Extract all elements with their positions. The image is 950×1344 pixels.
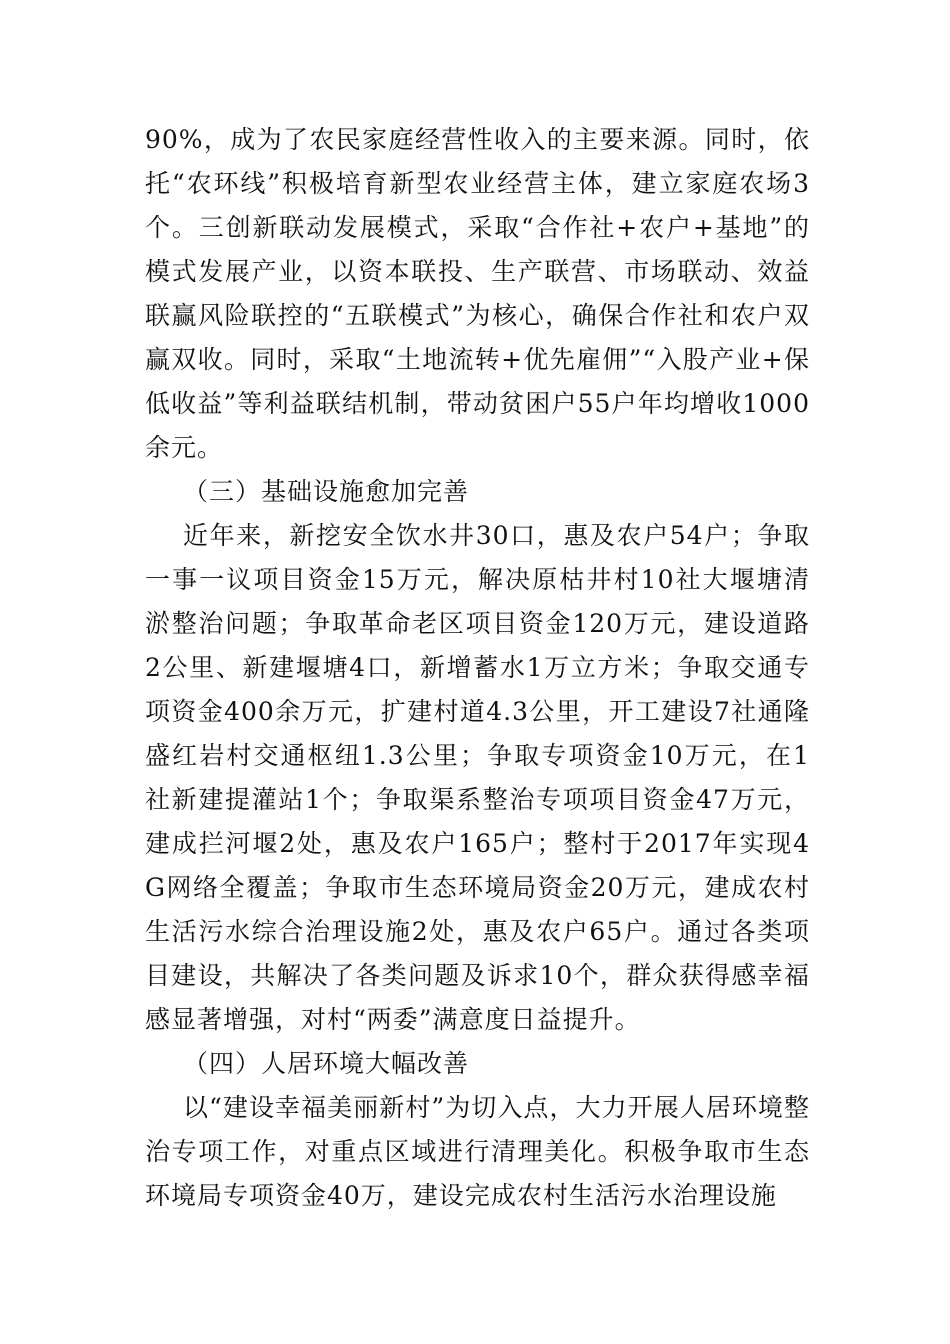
paragraph-income-and-linkage: 90%，成为了农民家庭经营性收入的主要来源。同时，依托“农环线”积极培育新型农业经营主体，建立家庭农场3个。三创新联动发展模式，采取“合作社+农户+基地”的模式发展产业，以资本联投、生产联营、市场联动、效益联赢风险联控的“五联模式”为核心，确保合作社和农户双赢双收。同时，采取“土地流转+优先雇佣”“入股产业+保低收益”等利益联结机制，带动贫困户55户年均增收1000余元。: [145, 125, 810, 462]
section-heading-infrastructure: （三）基础设施愈加完善: [183, 477, 470, 506]
paragraph-living-environment: 以“建设幸福美丽新村”为切入点，大力开展人居环境整治专项工作，对重点区域进行清理美化。积极争取市生态环境局专项资金40万，建设完成农村生活污水治理设施: [145, 1093, 810, 1210]
document-body: [145, 118, 810, 1218]
section-heading-living-environment: （四）人居环境大幅改善: [183, 1049, 470, 1078]
paragraph-infrastructure: 近年来，新挖安全饮水井30口，惠及农户54户；争取一事一议项目资金15万元，解决原枯井村10社大堰塘清淤整治问题；争取革命老区项目资金120万元，建设道路2公里、新建堰塘4口，新增蓄水1万立方米；争取交通专项资金400余万元，扩建村道4.3公里，开工建设7社通隆盛红岩村交通枢纽1.3公里；争取专项资金10万元，在1社新建提灌站1个；争取渠系整治专项项目资金47万元，建成拦河堰2处，惠及农户165户；整村于2017年实现4G网络全覆盖；争取市生态环境局资金20万元，建成农村生活污水综合治理设施2处，惠及农户65户。通过各类项目建设，共解决了各类问题及诉求10个，群众获得感幸福感显著增强，对村“两委”满意度日益提升。: [145, 521, 810, 1034]
